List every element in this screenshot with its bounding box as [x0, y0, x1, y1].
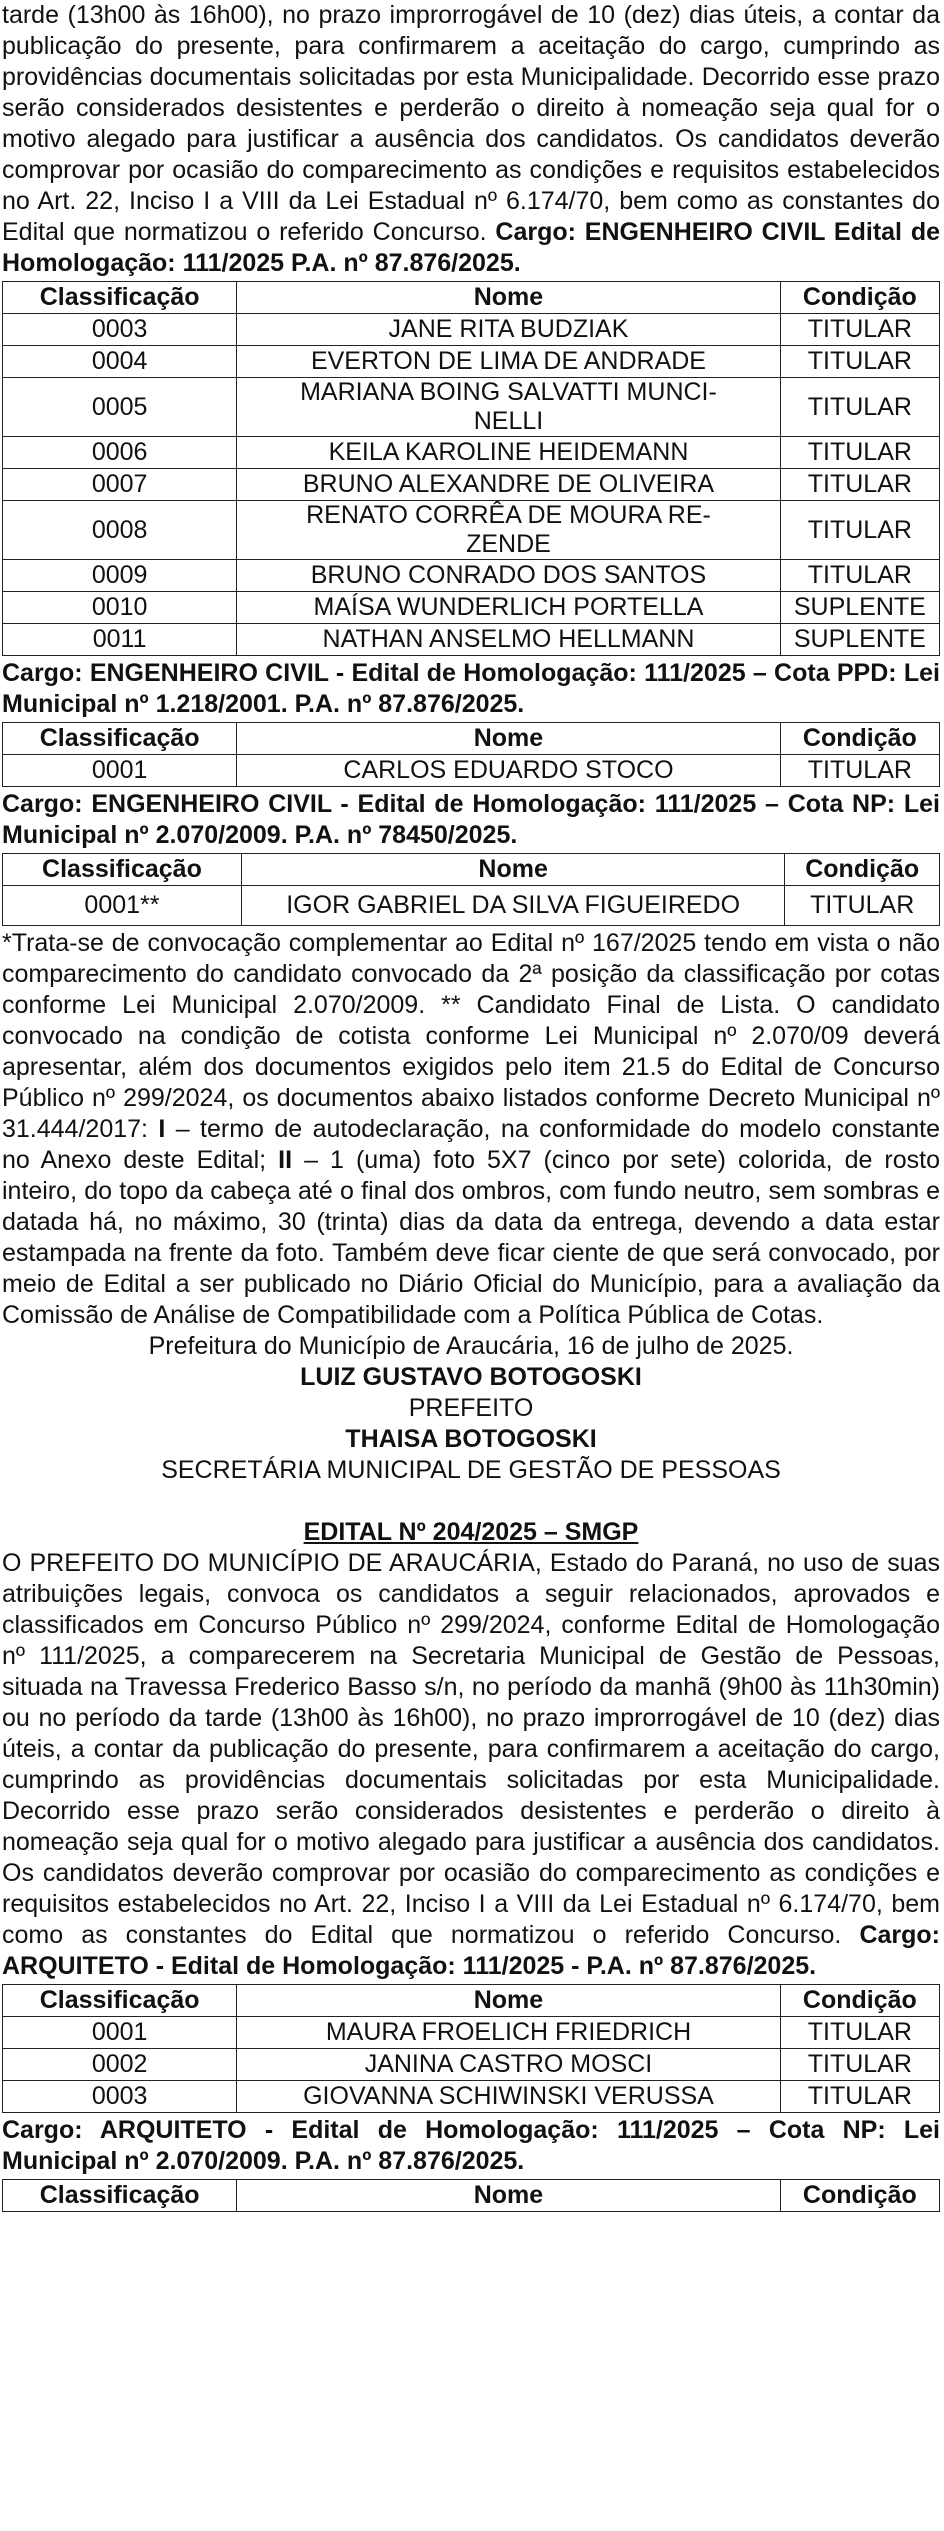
header-condicao: Condição [780, 723, 939, 755]
header-classificacao: Classificação [3, 854, 242, 886]
table-row [3, 501, 940, 560]
cell-nome: BRUNO CONRADO DOS SANTOS [237, 560, 780, 592]
cell-condicao: TITULAR [780, 2017, 939, 2049]
candidates-table-np [2, 853, 940, 926]
cargo-heading-arquiteto-np: Cargo: ARQUITETO - Edital de Homologação: 111/2025 – Cota NP: Lei Municipal nº 2.070/2009. P.A. nº 87.876/2025. [2, 2116, 940, 2175]
cell-nome: MAURA FROELICH FRIEDRICH [237, 2017, 780, 2049]
place-date: Prefeitura do Município de Araucária, 16 de julho de 2025. [148, 1332, 794, 1360]
item-ii-marker: II [278, 1146, 293, 1174]
cell-condicao: SUPLENTE [780, 592, 939, 624]
cell-classificacao: 0003 [3, 314, 237, 346]
cell-condicao: TITULAR [780, 314, 939, 346]
cell-condicao: SUPLENTE [780, 624, 939, 656]
table-row [3, 314, 940, 346]
cell-nome: JANE RITA BUDZIAK [237, 314, 780, 346]
cell-condicao: TITULAR [780, 437, 939, 469]
cell-nome: MAÍSA WUNDERLICH PORTELLA [237, 592, 780, 624]
header-classificacao: Classificação [3, 2180, 237, 2212]
table-row [3, 2049, 940, 2081]
cell-classificacao: 0010 [3, 592, 237, 624]
header-nome: Nome [237, 723, 780, 755]
cell-classificacao: 0005 [3, 378, 237, 437]
candidates-table-engenheiro [2, 281, 940, 656]
header-nome: Nome [237, 2180, 780, 2212]
cell-classificacao: 0004 [3, 346, 237, 378]
cell-condicao: TITULAR [780, 2049, 939, 2081]
header-condicao: Condição [785, 854, 940, 886]
cell-classificacao: 0009 [3, 560, 237, 592]
table-row [3, 346, 940, 378]
cell-classificacao: 0007 [3, 469, 237, 501]
candidates-table-arquiteto [2, 1984, 940, 2113]
signer-name-2: THAISA BOTOGOSKI [345, 1425, 597, 1453]
note-text: – 1 (uma) foto 5X7 (cinco por sete) colorida, de rosto inteiro, do topo da cabeça até o final dos ombros, com fundo neutro, sem sombras e datada há, no máximo, 30 (trinta) dias da data da entrega, devendo a data estar estampada na frente da foto. Também deve ficar ciente de que será convocado, por meio de Edital a ser publicado no Diário Oficial do Município, para a avaliação da Comissão de Análise de Compatibilidade com a Política Pública de Cotas. [2, 1146, 941, 1329]
cell-nome: MARIANA BOING SALVATTI MUNCI-NELLI [237, 378, 780, 437]
header-condicao: Condição [780, 282, 939, 314]
table-row [3, 2017, 940, 2049]
header-nome: Nome [237, 1985, 780, 2017]
note-text: – termo de autodeclaração, na conformidade do modelo constante no Anexo deste Edital; [2, 1115, 940, 1174]
header-condicao: Condição [780, 1985, 939, 2017]
signer-role-1: PREFEITO [408, 1394, 534, 1422]
header-nome: Nome [241, 854, 784, 886]
table-row [3, 437, 940, 469]
signer-role-2: SECRETÁRIA MUNICIPAL DE GESTÃO DE PESSOAS [161, 1456, 781, 1484]
convocation-text: O PREFEITO DO MUNICÍPIO DE ARAUCÁRIA, Estado do Paraná, no uso de suas atribuições legais, convoca os candidatos a seguir relacionados, aprovados e classificados em Concurso Público nº 299/2024, conforme Edital de Homologação nº 111/2025, a comparecerem na Secretaria Municipal de Gestão de Pessoas, situada na Travessa Frederico Basso s/n, no período da manhã (9h00 às 11h30min) ou no período da tarde (13h00 às 16h00), no prazo improrrogável de 10 (dez) dias úteis, a contar da publicação do presente, para confirmarem a aceitação do cargo, cumprindo as providências documentais solicitadas por esta Municipalidade. Decorrido esse prazo serão considerados desistentes e perderão o direito à nomeação seja qual for o motivo alegado para justificar a ausência dos candidatos. Os candidatos deverão comprovar por ocasião do comparecimento as condições e requisitos estabelecidos no Art. 22, Inciso I a VIII da Lei Estadual nº 6.174/70, bem como as constantes do Edital que normatizou o referido Concurso. [2, 1549, 940, 1949]
cell-condicao: TITULAR [780, 469, 939, 501]
cargo-heading: Cargo: ARQUITETO - Edital de Homologação: 111/2025 - P.A. nº 87.876/2025. [2, 1921, 941, 1980]
cargo-heading-np: Cargo: ENGENHEIRO CIVIL - Edital de Homologação: 111/2025 – Cota NP: Lei Municipal nº 2.070/2009. P.A. nº 78450/2025. [2, 790, 940, 849]
table-row [3, 2081, 940, 2113]
cell-classificacao: 0003 [3, 2081, 237, 2113]
table-row [3, 624, 940, 656]
candidates-table-ppd [2, 722, 940, 787]
signer-name-1: LUIZ GUSTAVO BOTOGOSKI [300, 1363, 642, 1391]
cotista-note [2, 928, 940, 1331]
cell-classificacao: 0002 [3, 2049, 237, 2081]
table-row [3, 886, 940, 926]
header-classificacao: Classificação [3, 723, 237, 755]
convocation-paragraph-1 [2, 0, 940, 279]
convocation-paragraph-2 [2, 1548, 940, 1982]
cargo-heading: Cargo: ENGENHEIRO CIVIL Edital de Homologação: 111/2025 P.A. nº 87.876/2025. [2, 218, 940, 277]
header-classificacao: Classificação [3, 282, 237, 314]
cell-condicao: TITULAR [780, 501, 939, 560]
cell-condicao: TITULAR [780, 560, 939, 592]
cell-nome: IGOR GABRIEL DA SILVA FIGUEIREDO [241, 886, 784, 926]
cell-nome: JANINA CASTRO MOSCI [237, 2049, 780, 2081]
cell-nome: BRUNO ALEXANDRE DE OLIVEIRA [237, 469, 780, 501]
cell-nome: KEILA KAROLINE HEIDEMANN [237, 437, 780, 469]
cell-classificacao: 0001** [3, 886, 242, 926]
header-condicao: Condição [780, 2180, 939, 2212]
cell-classificacao: 0008 [3, 501, 237, 560]
cell-condicao: TITULAR [780, 755, 939, 787]
cell-nome: EVERTON DE LIMA DE ANDRADE [237, 346, 780, 378]
cell-nome: NATHAN ANSELMO HELLMANN [237, 624, 780, 656]
edital-title: EDITAL Nº 204/2025 – SMGP [303, 1518, 639, 1546]
table-row [3, 560, 940, 592]
section-spacer [2, 1486, 940, 1517]
cell-nome: GIOVANNA SCHIWINSKI VERUSSA [237, 2081, 780, 2113]
cell-classificacao: 0001 [3, 755, 237, 787]
cell-nome: CARLOS EDUARDO STOCO [237, 755, 780, 787]
note-text: *Trata-se de convocação complementar ao Edital nº 167/2025 tendo em vista o não comparecimento do candidato convocado da 2ª posição da classificação por cotas conforme Lei Municipal 2.070/2009. ** Candidato Final de Lista. O candidato convocado na condição de cotista conforme Lei Municipal nº 2.070/09 deverá apresentar, além dos documentos exigidos pelo item 21.5 do Edital de Concurso Público nº 299/2024, os documentos abaixo listados conforme Decreto Municipal nº 31.444/2017: [2, 929, 940, 1143]
table-row [3, 469, 940, 501]
cell-classificacao: 0006 [3, 437, 237, 469]
cargo-heading-ppd: Cargo: ENGENHEIRO CIVIL - Edital de Homologação: 111/2025 – Cota PPD: Lei Municipal nº 1.218/2001. P.A. nº 87.876/2025. [2, 659, 940, 718]
header-nome: Nome [237, 282, 780, 314]
cell-condicao: TITULAR [785, 886, 940, 926]
header-classificacao: Classificação [3, 1985, 237, 2017]
cell-classificacao: 0011 [3, 624, 237, 656]
table-row [3, 755, 940, 787]
candidates-table-arquiteto-np [2, 2179, 940, 2212]
table-row [3, 592, 940, 624]
cell-condicao: TITULAR [780, 2081, 939, 2113]
item-i-marker: I [158, 1115, 166, 1143]
table-row [3, 378, 940, 437]
convocation-text: tarde (13h00 às 16h00), no prazo improrrogável de 10 (dez) dias úteis, a contar da publicação do presente, para confirmarem a aceitação do cargo, cumprindo as providências documentais solicitadas por esta Municipalidade. Decorrido esse prazo serão considerados desistentes e perderão o direito à nomeação seja qual for o motivo alegado para justificar a ausência dos candidatos. Os candidatos deverão comprovar por ocasião do comparecimento as condições e requisitos estabelecidos no Art. 22, Inciso I a VIII da Lei Estadual nº 6.174/70, bem como as constantes do Edital que normatizou o referido Concurso. [2, 1, 940, 246]
cell-classificacao: 0001 [3, 2017, 237, 2049]
cell-condicao: TITULAR [780, 346, 939, 378]
cell-nome: RENATO CORRÊA DE MOURA RE-ZENDE [237, 501, 780, 560]
cell-condicao: TITULAR [780, 378, 939, 437]
